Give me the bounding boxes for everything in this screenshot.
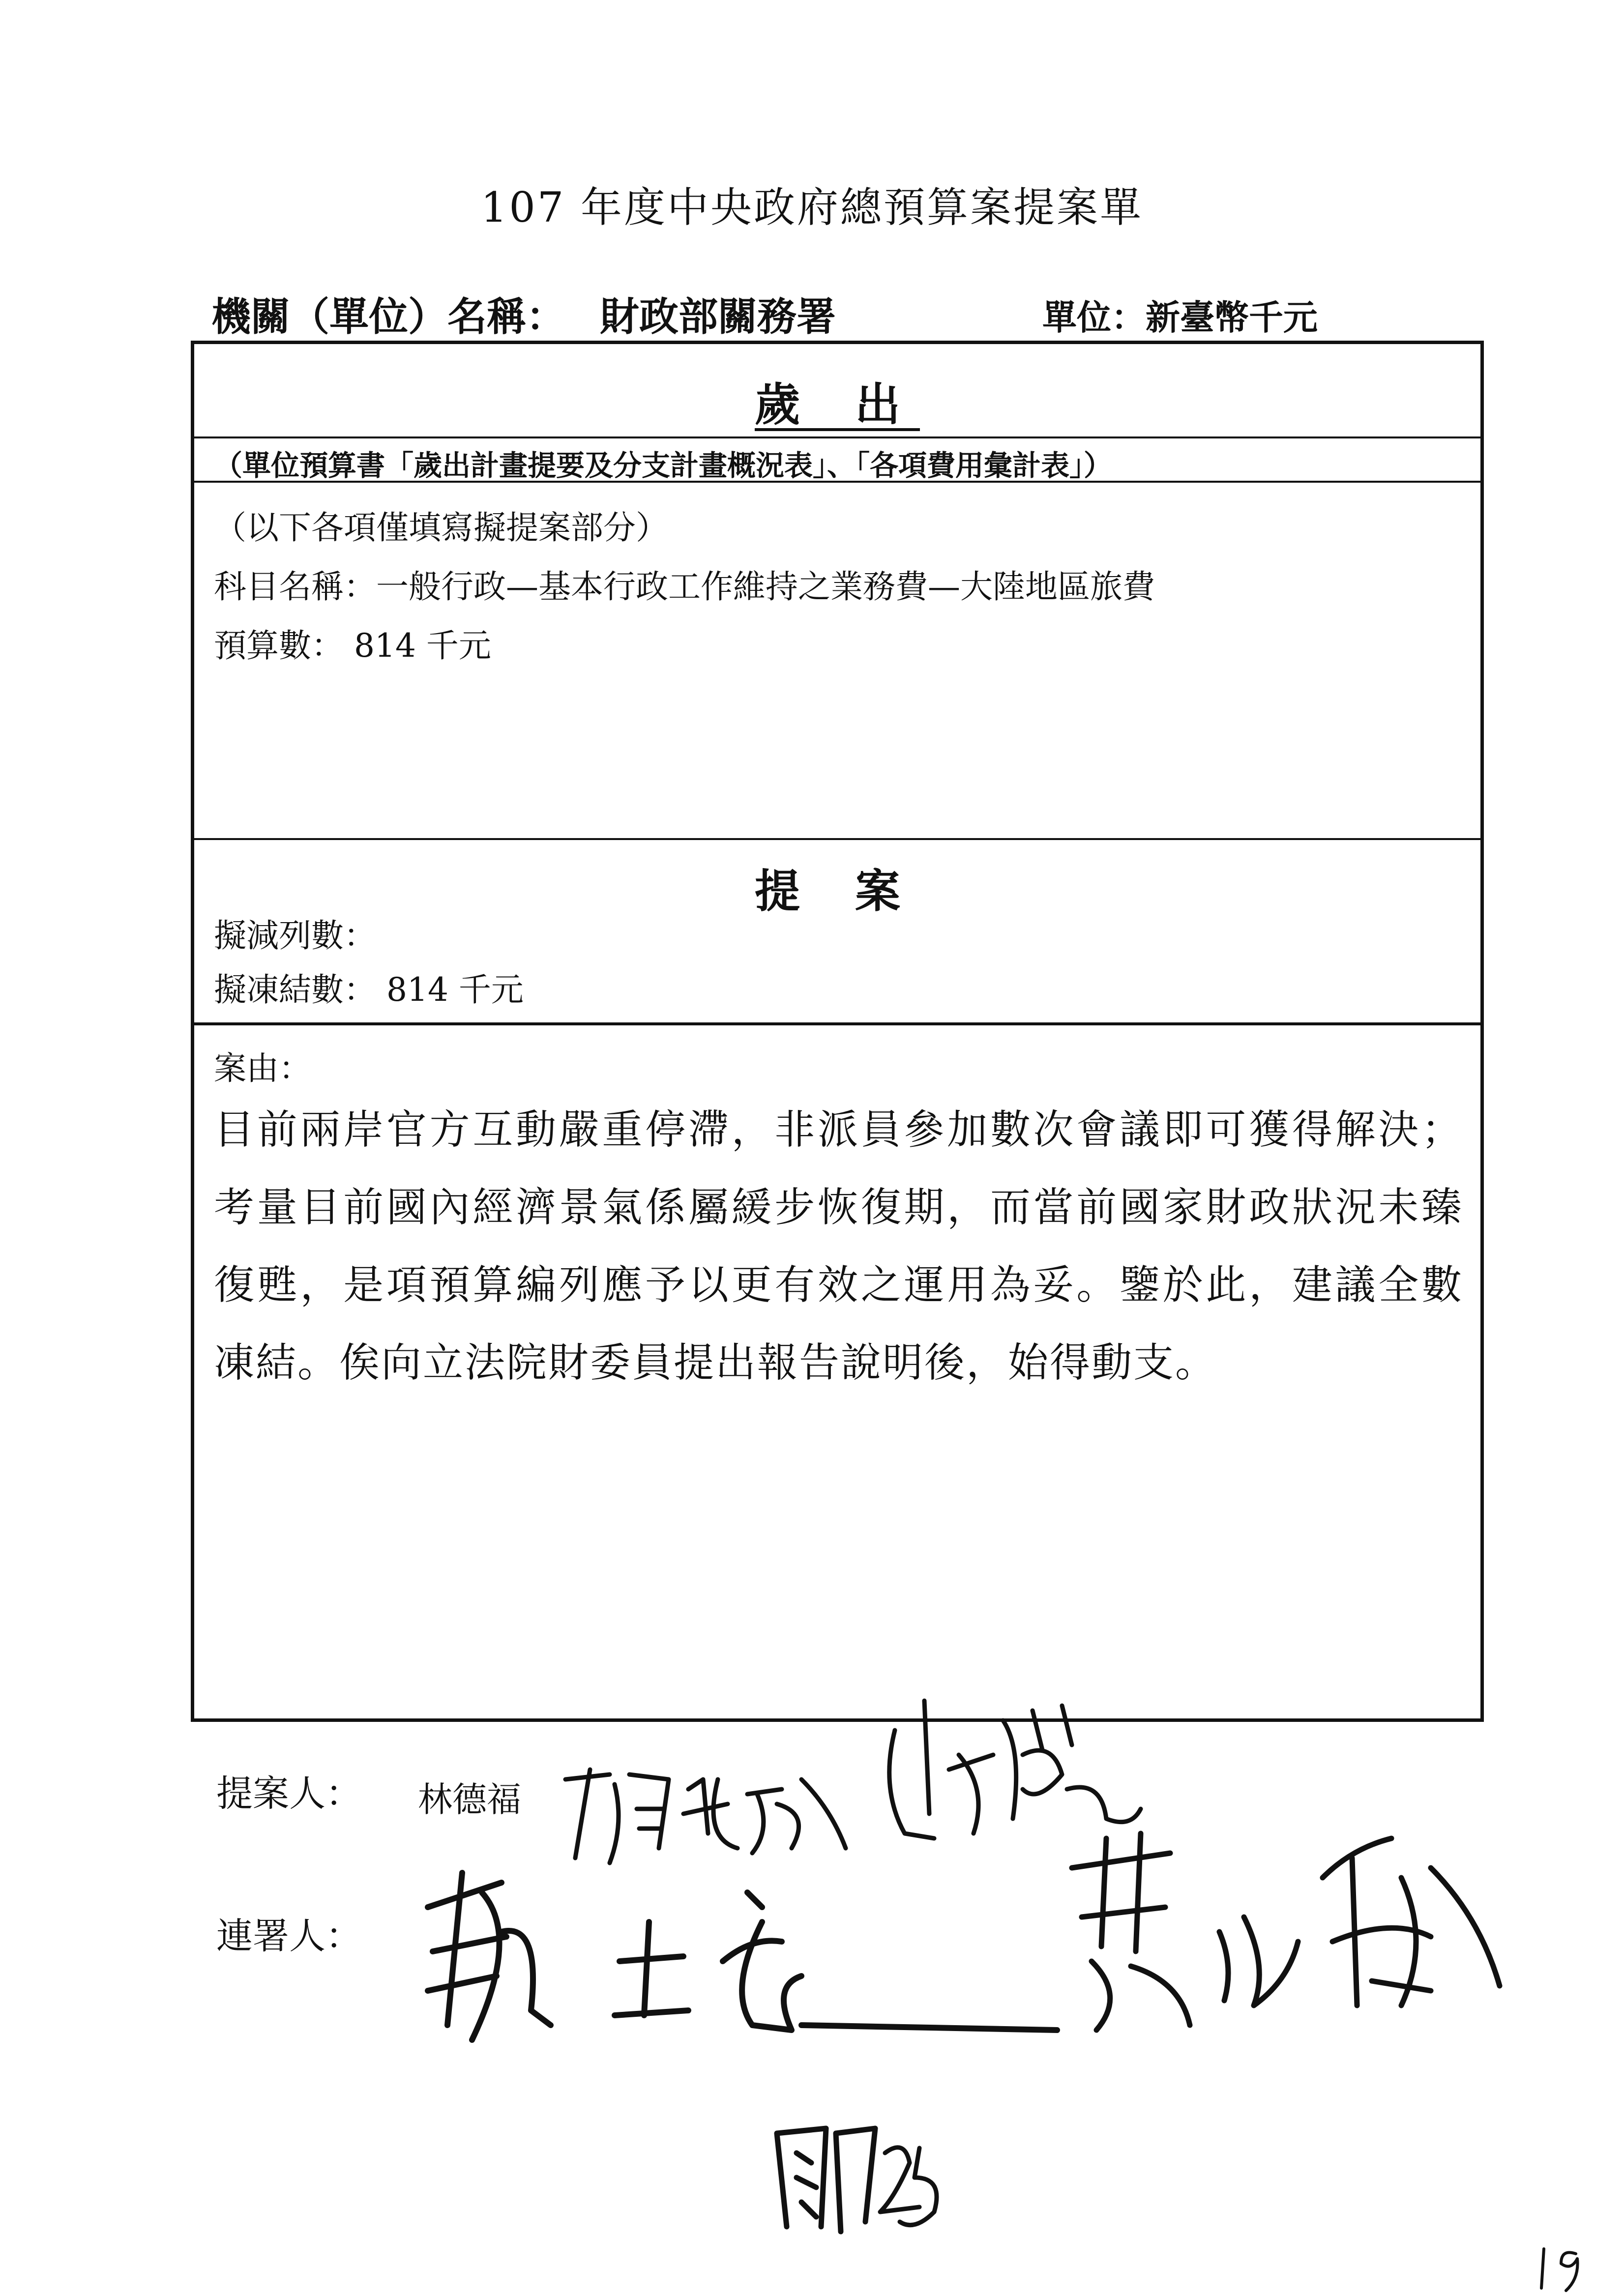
cosigner-label: 連署人：: [216, 1915, 362, 1957]
proposal-heading: 提 案: [754, 865, 920, 918]
reason-text: 目前兩岸官方互動嚴重停滯，非派員參加數次會議即可獲得解決；考量目前國內經濟景氣係屬緩步恢復期，而當前國家財政狀況未臻復甦，是項預算編列應予以更有效之運用為妥。鑒於此，建議全數凍結。俟向立法院財委員提出報告說明後，始得動支。: [214, 1106, 1463, 1386]
handwritten-signature-4: [1057, 1819, 1514, 2040]
reason-label: 案由：: [214, 1049, 311, 1087]
proposer-label: 提案人：: [216, 1773, 362, 1815]
budget-amount: 預算數： 814 千元: [214, 627, 491, 665]
fill-note: （以下各項僅填寫擬提案部分）: [214, 509, 668, 547]
agency-line: [211, 285, 836, 342]
handwritten-page-number: [1534, 2239, 1588, 2293]
proposal-form: [191, 341, 1484, 1722]
agency-label: 機關（單位）名稱：: [211, 293, 565, 340]
handwritten-signature-3: [408, 1863, 1062, 2055]
expenditure-heading: 歲 出: [754, 378, 920, 431]
agency-name: 財政部關務署: [600, 293, 836, 340]
freeze-amount: 擬凍結數： 814 千元: [214, 971, 524, 1009]
divider: [194, 838, 1480, 840]
handwritten-mark: [767, 2119, 944, 2237]
reduction-amount: 擬減列數：: [214, 917, 376, 955]
document-title: 107 年度中央政府總預算案提案單: [480, 183, 1144, 232]
divider: [194, 481, 1480, 483]
divider: [194, 436, 1480, 438]
subject-name: 科目名稱：一般行政—基本行政工作維持之業務費—大陸地區旅費: [214, 568, 1155, 606]
budget-source-note: （單位預算書「歲出計畫提要及分支計畫概況表」、「各項費用彙計表」）: [214, 449, 1113, 482]
proposer-name: 林德福: [418, 1779, 521, 1820]
currency-unit: 單位：新臺幣千元: [1042, 297, 1318, 338]
divider: [194, 1022, 1480, 1025]
handwritten-signature-1: [556, 1750, 860, 1873]
